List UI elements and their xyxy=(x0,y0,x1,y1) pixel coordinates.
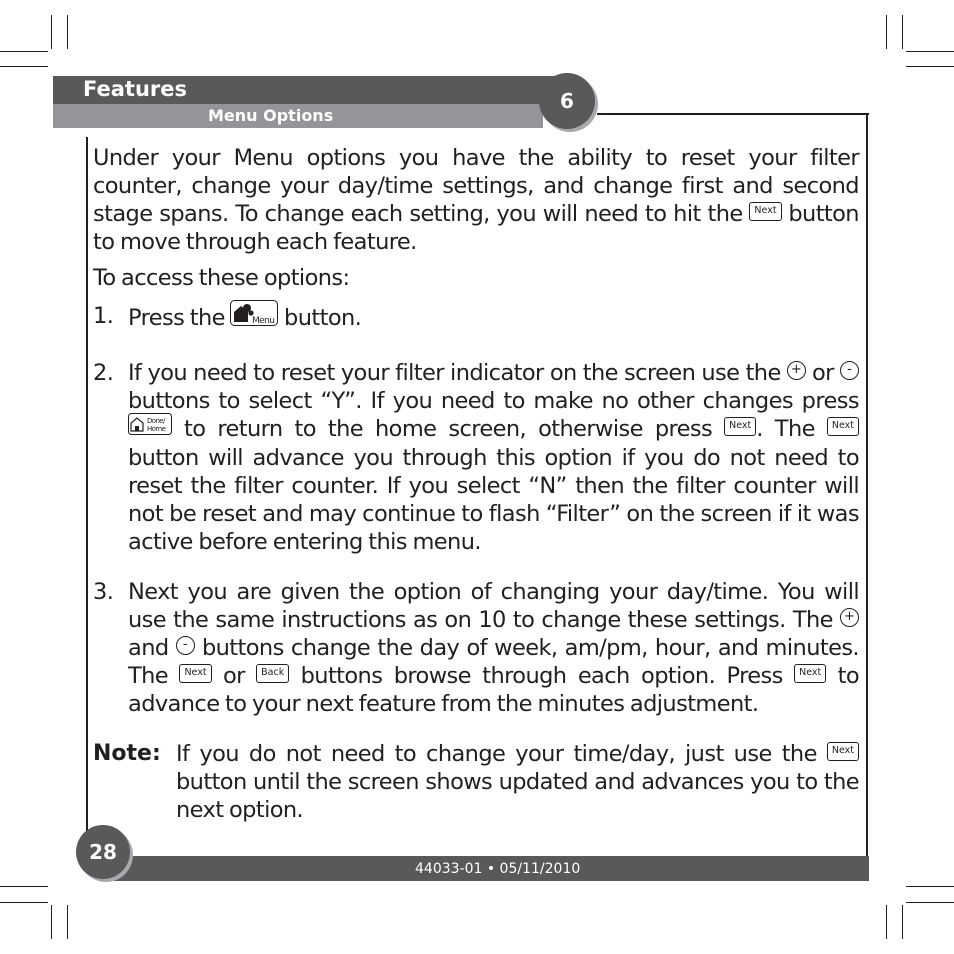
svg-text:Home: Home xyxy=(147,425,166,433)
section-title: Features xyxy=(83,77,187,101)
next-button-icon: Next xyxy=(827,742,859,761)
document-code: 44033-01 • 05/11/2010 xyxy=(415,861,581,877)
crop-mark xyxy=(886,905,887,939)
crop-mark xyxy=(0,886,48,887)
menu-button-icon xyxy=(230,300,278,333)
crop-mark xyxy=(0,51,48,52)
back-button-icon: Back xyxy=(256,664,289,683)
note-block: Note: If you do not need to change your time/day, just use the Next button until the screen shows updated and advances you to the next option. xyxy=(93,741,859,823)
frame-right-line xyxy=(866,113,868,858)
crop-mark xyxy=(902,15,903,49)
list-item: 1. Press the Menu button. xyxy=(93,302,859,335)
crop-mark xyxy=(51,905,52,939)
crop-mark xyxy=(906,886,954,887)
crop-mark xyxy=(906,66,954,67)
crop-mark xyxy=(0,902,48,903)
crop-mark xyxy=(67,15,68,49)
page-content xyxy=(93,144,859,824)
crop-mark xyxy=(886,15,887,49)
crop-mark xyxy=(902,905,903,939)
frame-left-line xyxy=(86,137,88,833)
done-home-button-icon xyxy=(128,413,172,442)
crop-mark xyxy=(51,15,52,49)
frame-top-line xyxy=(597,113,869,115)
page-number-badge: 28 xyxy=(76,825,130,879)
plus-button-icon: + xyxy=(840,608,859,627)
plus-button-icon: + xyxy=(787,361,806,380)
subsection-title: Menu Options xyxy=(208,106,334,125)
next-button-icon: Next xyxy=(724,417,756,436)
svg-text:Done/: Done/ xyxy=(147,417,165,425)
chapter-badge: 6 xyxy=(539,73,595,129)
crop-mark xyxy=(906,902,954,903)
minus-button-icon: - xyxy=(176,636,195,655)
minus-button-icon: - xyxy=(840,361,859,380)
note-label: Note: xyxy=(93,741,161,766)
next-button-icon: Next xyxy=(794,664,826,683)
next-button-icon: Next xyxy=(749,202,781,221)
crop-mark xyxy=(67,905,68,939)
next-button-icon: Next xyxy=(827,417,859,436)
svg-text:Menu: Menu xyxy=(252,316,275,326)
crop-mark xyxy=(906,51,954,52)
steps-list xyxy=(93,302,859,718)
next-button-icon: Next xyxy=(179,664,211,683)
crop-mark xyxy=(0,66,48,67)
list-item: 2. If you need to reset your filter indicator on the screen use the + or - buttons to select “Y”. If you need to make no other changes press Done/ Home to return to the home screen, otherwise press Next . The Next button will advance you through this option if you do not need to reset the filter counter. If you select “N” then the filter counter will not be reset and may continue to flash “Filter” on the screen if it was active before entering this menu. xyxy=(93,360,859,555)
list-item: 3. Next you are given the option of changing your day/time. You will use the same instructions as on 10 to change these settings. The + and - buttons change the day of week, am/pm, hour, and minutes. The Next or Back buttons browse through each option. Press Next to advance to your next feature from the minutes adjustment. xyxy=(93,579,859,717)
access-paragraph: To access these options: xyxy=(93,265,350,291)
intro-paragraph: Under your Menu options you have the ability to reset your filter counter, change your day/time settings, and change first and second stage spans. To change each setting, you will need to hit the Next button to move through each feature. xyxy=(93,145,859,255)
